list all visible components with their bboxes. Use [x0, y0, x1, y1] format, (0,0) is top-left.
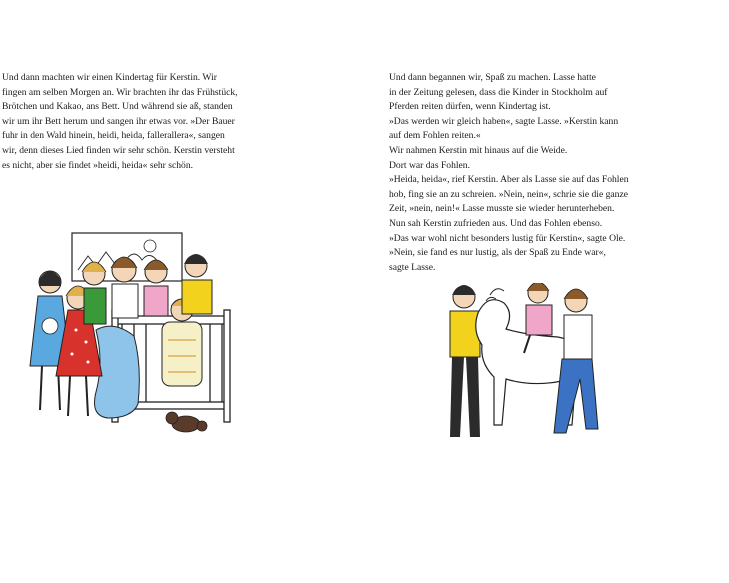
- text-line: Und dann begannen wir, Spaß zu machen. Lasse hatte: [389, 72, 596, 83]
- text-line: »Nein, sie fand es nur lustig, als der Spaß zu Ende war«,: [389, 247, 606, 259]
- children-singing-around-bed-illustration: [26, 230, 238, 440]
- kerstin-on-foal-illustration: [430, 283, 620, 453]
- text-line: Nun sah Kerstin zufrieden aus. Und das Fohlen ebenso.: [389, 217, 603, 229]
- text-line: »Heida, heida«, rief Kerstin. Aber als Lasse sie auf das Fohlen: [389, 174, 629, 186]
- text-line: Dort war das Fohlen.: [389, 159, 470, 171]
- child-yellow-shirt: [182, 254, 212, 314]
- text-line: auf dem Fohlen reiten.«: [389, 130, 481, 142]
- text-line: Brötchen und Kakao, ans Bett. Und während sie aß, standen: [2, 101, 233, 113]
- text-line: sagte Lasse.: [389, 261, 436, 273]
- text-line: Zeit, »nein, nein!« Lasse musste sie wieder herunterheben.: [389, 203, 615, 215]
- text-line: hob, fing sie an zu schreien. »Nein, nein«, schrie sie die ganze: [389, 188, 628, 200]
- text-line: wir um ihr Bett herum und sangen ihr etwas vor. »Der Bauer: [2, 115, 235, 127]
- child-pink-shirt: [144, 260, 168, 316]
- text-line: Und dann machten wir einen Kindertag für Kerstin. Wir: [2, 72, 217, 83]
- text-line: Pferden reiten dürfen, wenn Kindertag ist.: [389, 101, 551, 113]
- child-green-shirt: [82, 262, 106, 324]
- child-white-shirt: [111, 257, 138, 318]
- left-page-text: [2, 71, 302, 173]
- text-line: fingen am selben Morgen an. Wir brachten ihr das Frühstück,: [2, 86, 238, 98]
- text-line: »Das werden wir gleich haben«, sagte Lasse. »Kerstin kann: [389, 115, 619, 127]
- text-line: in der Zeitung gelesen, dass die Kinder in Stockholm auf: [389, 86, 608, 98]
- text-line: es nicht, aber sie findet »heidi, heida« sehr schön.: [2, 159, 194, 171]
- text-line: »Das war wohl nicht besonders lustig für Kerstin«, sagte Ole.: [389, 232, 626, 244]
- right-page-text: [389, 71, 719, 275]
- text-line: wir, denn dieses Lied finden wir sehr schön. Kerstin versteht: [2, 144, 235, 156]
- text-line: fuhr in den Wald hinein, heidi, heida, fallerallera«, sangen: [2, 130, 225, 142]
- text-line: Wir nahmen Kerstin mit hinaus auf die Weide.: [389, 144, 568, 156]
- teddy-bear: [166, 412, 207, 432]
- boy-yellow-shirt: [450, 285, 480, 437]
